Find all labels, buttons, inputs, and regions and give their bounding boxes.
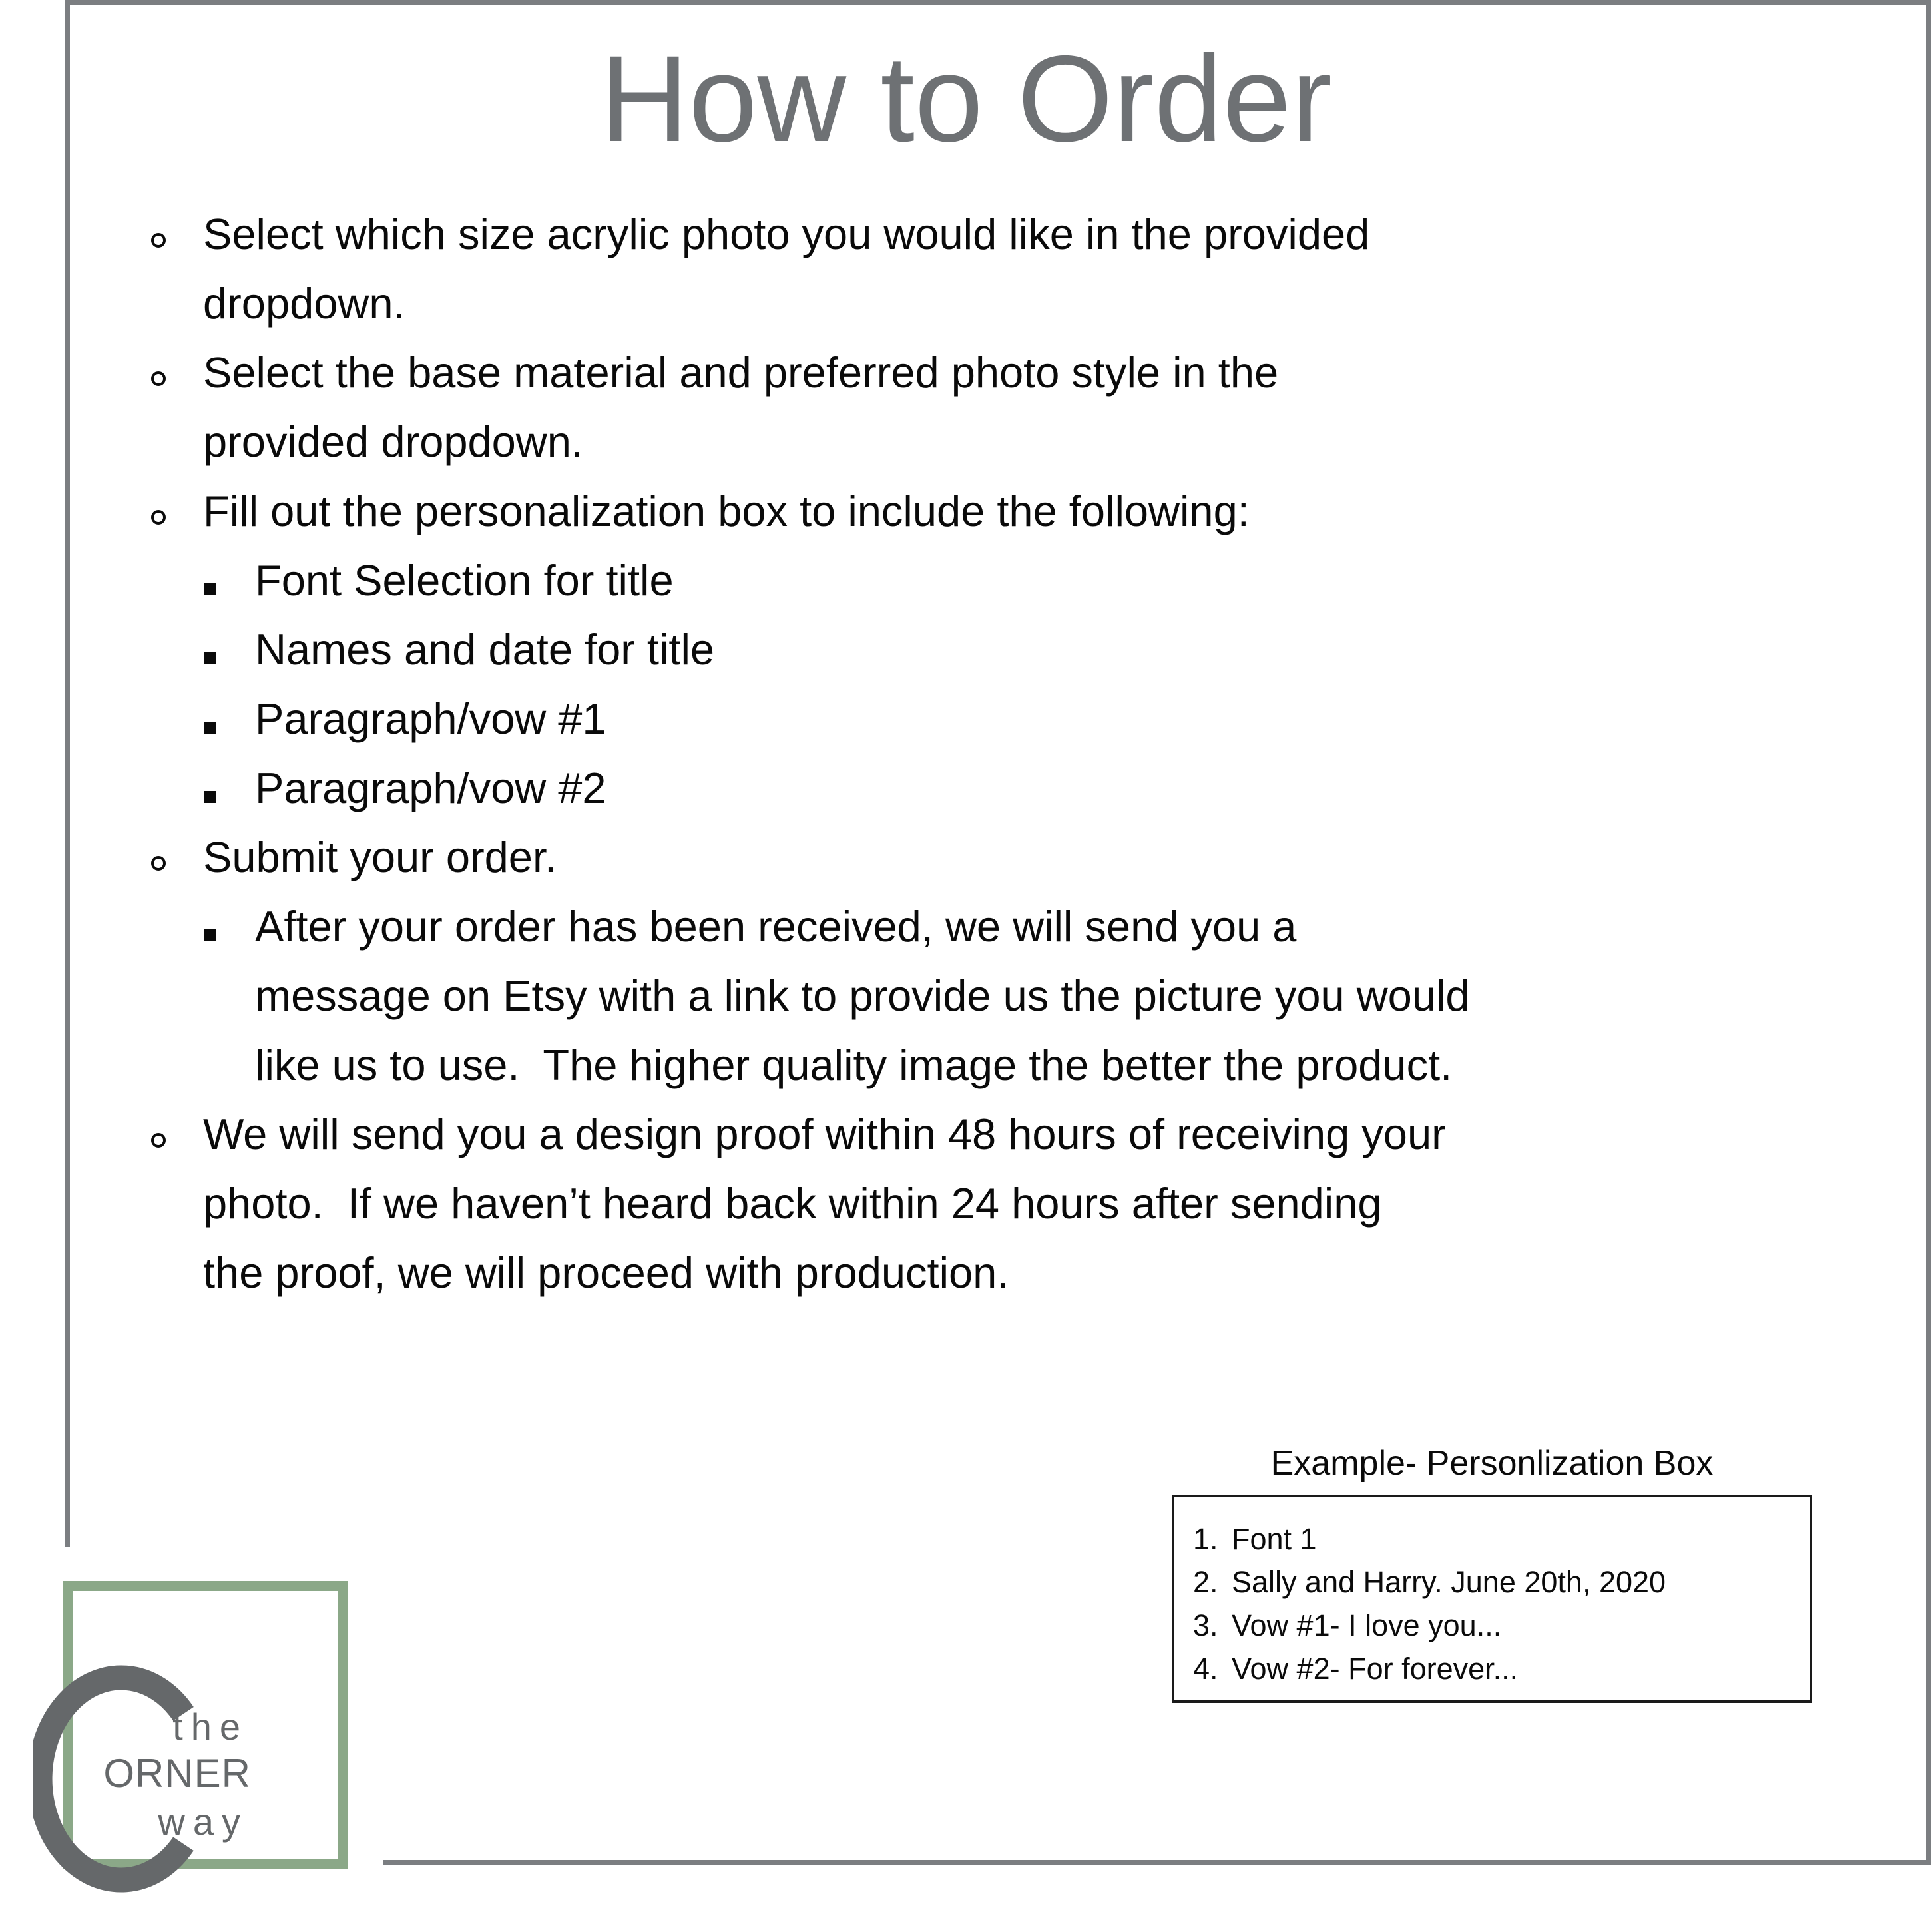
logo-text-way: way — [158, 1801, 248, 1843]
text-line: After your order has been received, we will send you a — [255, 902, 1297, 951]
example-item-number: 1. — [1193, 1522, 1218, 1556]
circle-bullet-icon — [151, 856, 166, 871]
example-item-text: Vow #1- I love you... — [1232, 1608, 1502, 1642]
circle-bullet-icon — [151, 510, 166, 525]
text-line: photo. If we haven’t heard back within 24 hours after sending — [203, 1179, 1382, 1228]
page-border-bottom — [383, 1860, 1931, 1865]
example-list-item — [1193, 1604, 1803, 1647]
text-line: provided dropdown. — [203, 417, 583, 466]
list-item — [0, 338, 1932, 477]
circle-bullet-icon — [151, 1133, 166, 1148]
example-item-number: 4. — [1193, 1652, 1218, 1686]
logo-text-orner: ORNER — [103, 1751, 251, 1796]
example-item-text: Sally and Harry. June 20th, 2020 — [1232, 1565, 1666, 1599]
bullet-text — [203, 200, 1932, 338]
example-item-text: Font 1 — [1232, 1522, 1317, 1556]
example-item-number: 3. — [1193, 1608, 1218, 1642]
logo-text-the: the — [172, 1706, 248, 1748]
bullet-text — [255, 892, 1932, 1100]
list-item — [0, 823, 1932, 892]
text-line: Names and date for title — [255, 625, 715, 674]
example-list-item — [1193, 1561, 1803, 1604]
circle-bullet-icon — [151, 233, 166, 248]
text-line: Paragraph/vow #2 — [255, 764, 606, 812]
text-line: Select which size acrylic photo you would like in the provided — [203, 210, 1370, 258]
list-item — [0, 892, 1932, 1100]
example-item-text: Vow #2- For forever... — [1232, 1652, 1519, 1686]
text-line: dropdown. — [203, 279, 405, 328]
example-personalization-box — [1172, 1495, 1812, 1703]
square-bullet-icon — [204, 722, 216, 734]
bullet-text — [203, 1100, 1932, 1308]
example-list — [1174, 1497, 1810, 1690]
example-list-item — [1193, 1517, 1803, 1561]
text-line: Select the base material and preferred photo style in the — [203, 348, 1279, 397]
bullet-text — [255, 615, 1932, 684]
list-item — [0, 1100, 1932, 1308]
example-list-item — [1193, 1647, 1803, 1690]
text-line: Fill out the personalization box to include the following: — [203, 487, 1250, 535]
page-title: How to Order — [599, 31, 1333, 168]
list-item — [0, 615, 1932, 684]
list-item — [0, 546, 1932, 615]
example-item-number: 2. — [1193, 1565, 1218, 1599]
square-bullet-icon — [204, 929, 216, 941]
brand-logo — [33, 1555, 353, 1894]
example-label: Example- Personlization Box — [1270, 1444, 1714, 1483]
text-line: message on Etsy with a link to provide us the picture you would — [255, 971, 1470, 1020]
instructions-list — [0, 200, 1932, 1308]
text-line: Font Selection for title — [255, 556, 674, 604]
bullet-text — [203, 477, 1932, 546]
text-line: Paragraph/vow #1 — [255, 694, 606, 743]
bullet-text — [203, 823, 1932, 892]
bullet-text — [255, 754, 1932, 823]
page-border-top — [65, 0, 1931, 5]
text-line: We will send you a design proof within 48 hours of receiving your — [203, 1110, 1446, 1158]
square-bullet-icon — [204, 791, 216, 803]
bullet-text — [255, 546, 1932, 615]
circle-bullet-icon — [151, 371, 166, 386]
list-item — [0, 477, 1932, 546]
text-line: the proof, we will proceed with production. — [203, 1248, 1009, 1297]
list-item — [0, 684, 1932, 754]
bullet-text — [203, 338, 1932, 477]
square-bullet-icon — [204, 652, 216, 664]
text-line: like us to use. The higher quality image the better the product. — [255, 1041, 1453, 1089]
bullet-text — [255, 684, 1932, 754]
text-line: Submit your order. — [203, 833, 557, 881]
list-item — [0, 754, 1932, 823]
square-bullet-icon — [204, 583, 216, 595]
list-item — [0, 200, 1932, 338]
